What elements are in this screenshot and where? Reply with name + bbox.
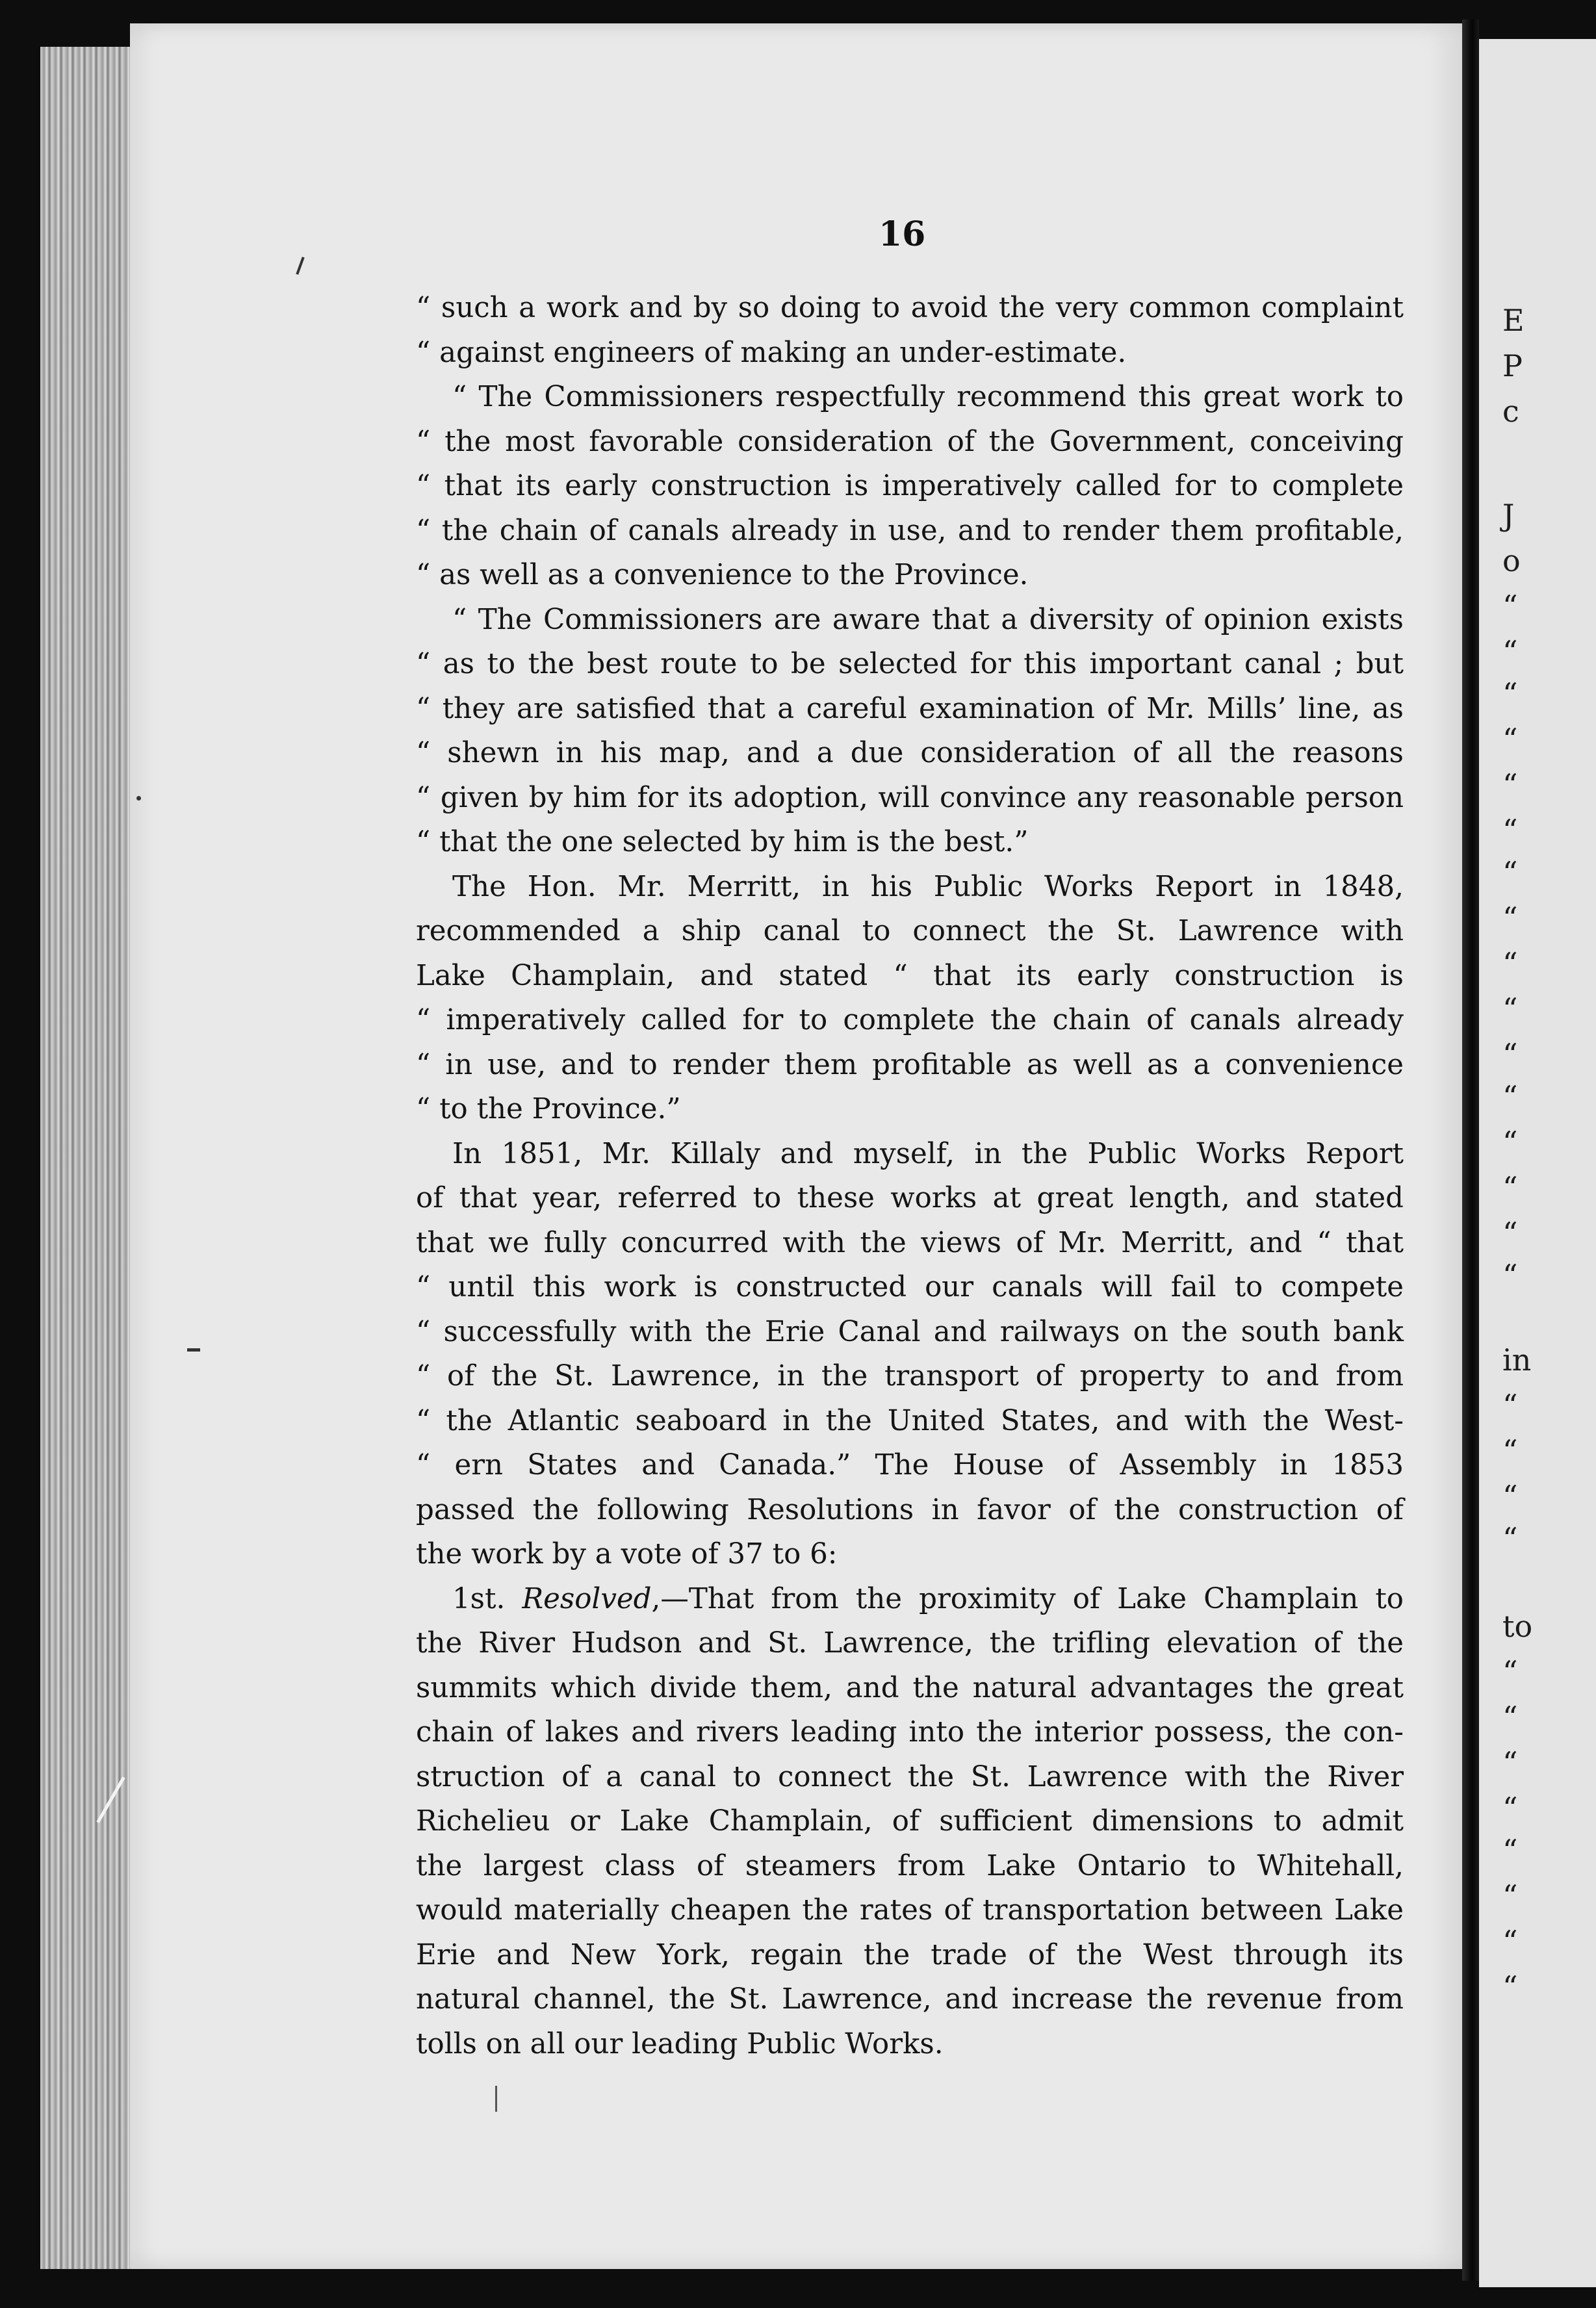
text-line: “ such a work and by so doing to avoid the very common complaint xyxy=(416,292,1404,324)
facing-page-letter: in xyxy=(1502,1342,1532,1378)
facing-page-letter: “ xyxy=(1502,946,1518,981)
text-line: struction of a canal to connect the St. Lawrence with the River xyxy=(416,1760,1404,1793)
facing-page-letter: “ xyxy=(1502,1479,1518,1514)
body-text xyxy=(416,286,1404,2066)
text-line: that we fully concurred with the views of Mr. Merritt, and “ that xyxy=(416,1226,1404,1259)
facing-page-letter: “ xyxy=(1502,1079,1518,1114)
facing-page-letter: “ xyxy=(1502,1388,1518,1423)
facing-page-letter: “ xyxy=(1502,1654,1518,1689)
facing-page-letter: “ xyxy=(1502,1216,1518,1251)
text-line: “ given by him for its adoption, will convince any reasonable person xyxy=(416,781,1404,814)
facing-page-letter: “ xyxy=(1502,1433,1518,1468)
facing-page-letter: “ xyxy=(1502,589,1518,624)
resolved-emphasis: Resolved xyxy=(522,1582,652,1615)
text-line: “ as well as a convenience to the Province. xyxy=(416,559,1029,591)
facing-page-letter: o xyxy=(1502,543,1521,578)
facing-page-letter: E xyxy=(1502,303,1525,338)
facing-page-letter: “ xyxy=(1502,634,1518,669)
text-line: 1st. Resolved,—That from the proximity of Lake Champlain to xyxy=(452,1582,1404,1615)
facing-page-letter: “ xyxy=(1502,1170,1518,1205)
facing-page-letter: “ xyxy=(1502,901,1518,936)
scan-speck xyxy=(495,2086,497,2112)
facing-page-letter: “ xyxy=(1502,767,1518,802)
text-line: natural channel, the St. Lawrence, and increase the revenue from xyxy=(416,1983,1404,2016)
text-line: passed the following Resolutions in favor of the construction of xyxy=(416,1493,1404,1526)
text-line: The Hon. Mr. Merritt, in his Public Works Report in 1848, xyxy=(452,870,1404,903)
text-line: In 1851, Mr. Killaly and myself, in the Public Works Report xyxy=(452,1137,1404,1170)
text-line: “ that its early construction is imperatively called for to complete xyxy=(416,470,1404,502)
facing-page-letter: “ xyxy=(1502,855,1518,890)
text-line: “ of the St. Lawrence, in the transport of property to and from xyxy=(416,1360,1404,1392)
text-line: “ the Atlantic seaboard in the United States, and with the West- xyxy=(416,1404,1404,1437)
facing-page-letter: “ xyxy=(1502,1700,1518,1735)
text-line: “ as to the best route to be selected for this important canal ; but xyxy=(416,648,1404,680)
text-line: “ ern States and Canada.” The House of Assembly in 1853 xyxy=(416,1449,1404,1481)
facing-page-letter: “ xyxy=(1502,1969,1518,2005)
facing-page-letter: “ xyxy=(1502,1745,1518,1780)
facing-page-letter: “ xyxy=(1502,1924,1518,1959)
text-line: Erie and New York, regain the trade of the West through its xyxy=(416,1938,1404,1971)
text-line: “ to the Province.” xyxy=(416,1093,681,1125)
facing-page-letter: “ xyxy=(1502,722,1518,757)
book-gutter xyxy=(1462,19,1479,2281)
text-line: Lake Champlain, and stated “ that its early construction is xyxy=(416,959,1404,992)
text-line: the largest class of steamers from Lake Ontario to Whitehall, xyxy=(416,1849,1404,1882)
text-line: “ the most favorable consideration of the Government, conceiving xyxy=(416,425,1404,458)
scan-speck xyxy=(187,1348,200,1352)
facing-page-letter: “ xyxy=(1502,1258,1518,1293)
text-line: tolls on all our leading Public Works. xyxy=(416,2027,944,2060)
facing-page-letter: “ xyxy=(1502,1833,1518,1868)
scan-speck xyxy=(136,796,141,801)
text-line: “ against engineers of making an under-estimate. xyxy=(416,336,1127,369)
text-line: of that year, referred to these works at great length, and stated xyxy=(416,1182,1404,1214)
text-line: “ imperatively called for to complete the chain of canals already xyxy=(416,1004,1404,1036)
facing-page-letter: P xyxy=(1502,348,1523,383)
facing-page-fragment xyxy=(1479,39,1596,2287)
text-line: the River Hudson and St. Lawrence, the trifling elevation of the xyxy=(416,1627,1404,1660)
facing-page-letter: “ xyxy=(1502,1037,1518,1072)
facing-page-letter: “ xyxy=(1502,1791,1518,1826)
text-line: the work by a vote of 37 to 6: xyxy=(416,1538,838,1571)
text-line: chain of lakes and rivers leading into the interior possess, the con- xyxy=(416,1716,1404,1749)
text-line: summits which divide them, and the natural advantages the great xyxy=(416,1671,1404,1704)
text-line: “ The Commissioners are aware that a diversity of opinion exists xyxy=(452,603,1404,636)
facing-page-letter: J xyxy=(1502,498,1515,533)
text-line: “ shewn in his map, and a due consideration of all the reasons xyxy=(416,737,1404,769)
facing-page-letter: “ xyxy=(1502,676,1518,712)
text-line: “ they are satisfied that a careful examination of Mr. Mills’ line, as xyxy=(416,692,1404,725)
page-edges xyxy=(40,47,138,2269)
text-line: “ the chain of canals already in use, and to render them profitable, xyxy=(416,514,1404,547)
text-line: “ successfully with the Erie Canal and railways on the south bank xyxy=(416,1315,1404,1348)
text-line: “ The Commissioners respectfully recommend this great work to xyxy=(452,381,1404,413)
facing-page-letter: “ xyxy=(1502,1125,1518,1160)
text-line: would materially cheapen the rates of transportation between Lake xyxy=(416,1894,1404,1927)
text-line: Richelieu or Lake Champlain, of sufficient dimensions to admit xyxy=(416,1805,1404,1838)
facing-page-letter: “ xyxy=(1502,1878,1518,1914)
text-line: “ that the one selected by him is the best.” xyxy=(416,826,1029,858)
facing-page-letter: “ xyxy=(1502,1521,1518,1556)
facing-page-letter: “ xyxy=(1502,813,1518,848)
facing-page-letter: c xyxy=(1502,394,1519,429)
facing-page-letter: “ xyxy=(1502,992,1518,1027)
text-line: “ in use, and to render them profitable as well as a convenience xyxy=(416,1048,1404,1081)
facing-page-letter: to xyxy=(1502,1609,1533,1644)
page-number: 16 xyxy=(879,214,926,254)
text-line: recommended a ship canal to connect the St. Lawrence with xyxy=(416,915,1404,947)
text-line: “ until this work is constructed our canals will fail to compete xyxy=(416,1271,1404,1303)
